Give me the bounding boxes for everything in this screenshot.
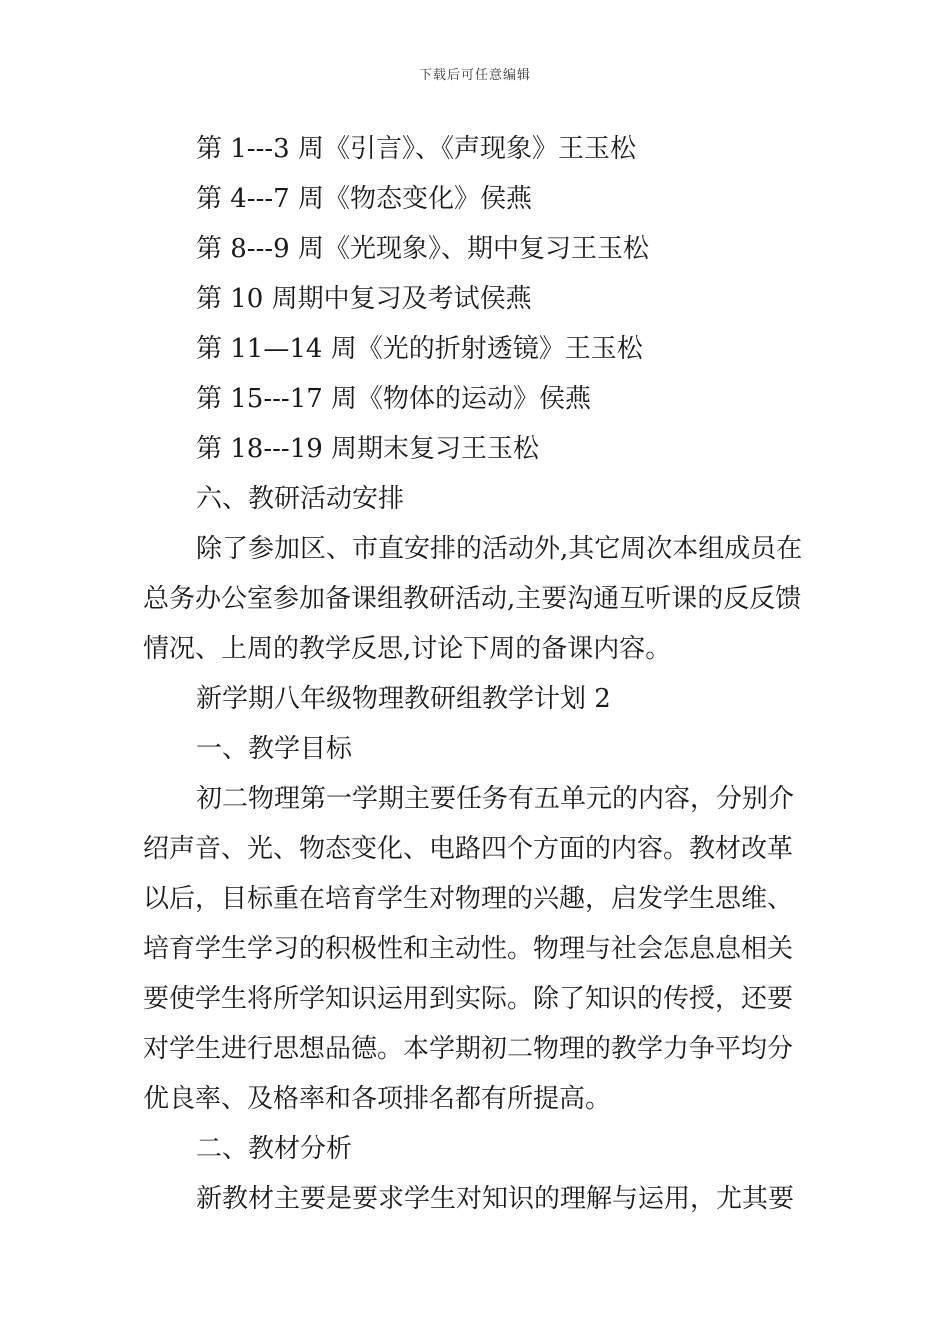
section-heading-teaching-goals: 一、教学目标	[196, 734, 353, 764]
schedule-line-weeks-4-7: 第 4---7 周《物态变化》侯燕	[196, 184, 532, 214]
paragraph-line: 除了参加区、市直安排的活动外,其它周次本组成员在	[196, 534, 803, 564]
paragraph-line: 要使学生将所学知识运用到实际。除了知识的传授，还要	[143, 984, 794, 1014]
paragraph-line: 情况、上周的教学反思,讨论下周的备课内容。	[143, 634, 672, 664]
paragraph-line: 绍声音、光、物态变化、电路四个方面的内容。教材改革	[143, 834, 794, 864]
schedule-line-weeks-8-9: 第 8---9 周《光现象》、期中复习王玉松	[196, 234, 649, 264]
paragraph-line: 以后，目标重在培育学生对物理的兴趣，启发学生思维、	[143, 884, 794, 914]
document-body	[143, 124, 809, 1224]
schedule-line-weeks-15-17: 第 15---17 周《物体的运动》侯燕	[196, 384, 592, 414]
paragraph-line: 优良率、及格率和各项排名都有所提高。	[143, 1084, 612, 1114]
section-heading-textbook-analysis: 二、教材分析	[196, 1134, 353, 1164]
paragraph-line: 新教材主要是要求学生对知识的理解与运用，尤其要	[196, 1184, 795, 1214]
schedule-line-weeks-11-14: 第 11—14 周《光的折射透镜》王玉松	[196, 334, 643, 364]
paragraph-line: 总务办公室参加备课组教研活动,主要沟通互听课的反反馈	[143, 584, 802, 614]
document-title-plan-2: 新学期八年级物理教研组教学计划 2	[196, 684, 611, 714]
schedule-line-week-10: 第 10 周期中复习及考试侯燕	[196, 284, 532, 314]
schedule-line-weeks-1-3: 第 1---3 周《引言》、《声现象》王玉松	[196, 134, 636, 164]
section-heading-research-activities: 六、教研活动安排	[196, 484, 405, 514]
page-header: 下载后可任意编辑	[418, 68, 531, 83]
paragraph-line: 对学生进行思想品德。本学期初二物理的教学力争平均分	[143, 1034, 794, 1064]
schedule-line-weeks-18-19: 第 18---19 周期末复习王玉松	[196, 434, 540, 464]
paragraph-line: 培育学生学习的积极性和主动性。物理与社会怎息息相关	[143, 934, 794, 964]
paragraph-line: 初二物理第一学期主要任务有五单元的内容，分别介	[196, 784, 795, 814]
